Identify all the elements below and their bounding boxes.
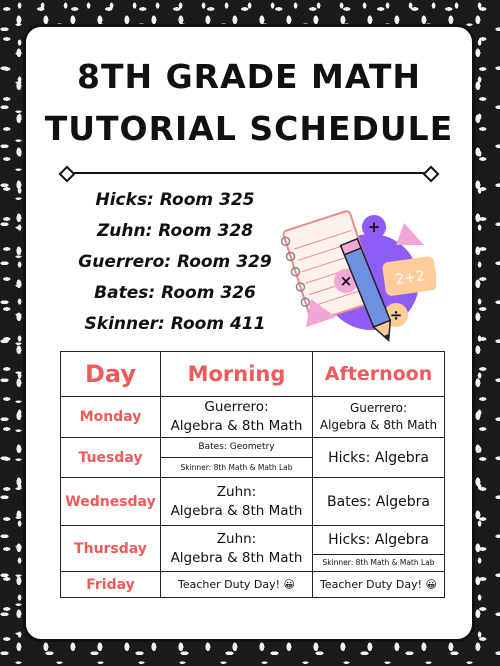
header-morning: Morning <box>161 352 313 397</box>
schedule-card <box>23 24 475 642</box>
table-row <box>61 397 445 438</box>
diamond-left-icon <box>59 166 76 183</box>
schedule-table <box>60 351 445 598</box>
table-row <box>61 526 445 572</box>
plus-symbol: + <box>367 218 381 236</box>
room-item: Skinner: Room 411 <box>84 314 266 334</box>
afternoon-slot-top: Hicks: Algebra <box>328 532 429 548</box>
table-header-row <box>61 352 445 397</box>
afternoon-cell: Teacher Duty Day! 😀 <box>313 572 445 598</box>
header-day: Day <box>61 352 161 397</box>
afternoon-cell: Hicks: Algebra <box>313 438 445 478</box>
title-divider <box>61 167 437 179</box>
divide-symbol: ÷ <box>389 306 403 324</box>
table-row <box>61 478 445 526</box>
room-item: Hicks: Room 325 <box>95 190 255 210</box>
day-cell: Friday <box>61 572 161 598</box>
afternoon-slot-bottom: Skinner: 8th Math & Math Lab <box>313 554 444 571</box>
morning-cell: Zuhn: Algebra & 8th Math <box>161 526 313 572</box>
morning-slot-top: Bates: Geometry <box>198 442 275 452</box>
day-cell: Thursday <box>61 526 161 572</box>
times-symbol: × <box>339 272 353 290</box>
morning-cell: Teacher Duty Day! 😀 <box>161 572 313 598</box>
calculation-badge <box>382 256 436 297</box>
day-cell: Wednesday <box>61 478 161 526</box>
afternoon-cell: Bates: Algebra <box>313 478 445 526</box>
table-row <box>61 438 445 478</box>
math-illustration <box>266 187 436 347</box>
morning-slot-bottom: Skinner: 8th Math & Math Lab <box>161 457 312 477</box>
room-item: Bates: Room 326 <box>94 283 256 303</box>
day-cell: Tuesday <box>61 438 161 478</box>
room-item: Zuhn: Room 328 <box>96 221 254 241</box>
room-list <box>70 185 280 340</box>
morning-cell: Zuhn: Algebra & 8th Math <box>161 478 313 526</box>
afternoon-cell <box>313 526 445 572</box>
room-item: Guerrero: Room 329 <box>78 252 272 272</box>
afternoon-cell: Guerrero: Algebra & 8th Math <box>313 397 445 438</box>
header-afternoon: Afternoon <box>313 352 445 397</box>
triangle-icon <box>396 223 424 245</box>
table-row <box>61 572 445 598</box>
badge-text: 2+2 <box>394 268 426 289</box>
title-line-2: TUTORIAL SCHEDULE <box>44 109 454 148</box>
morning-cell <box>161 438 313 478</box>
morning-cell: Guerrero: Algebra & 8th Math <box>161 397 313 438</box>
title-line-1: 8TH GRADE MATH <box>77 57 421 96</box>
diamond-right-icon <box>423 166 440 183</box>
day-cell: Monday <box>61 397 161 438</box>
